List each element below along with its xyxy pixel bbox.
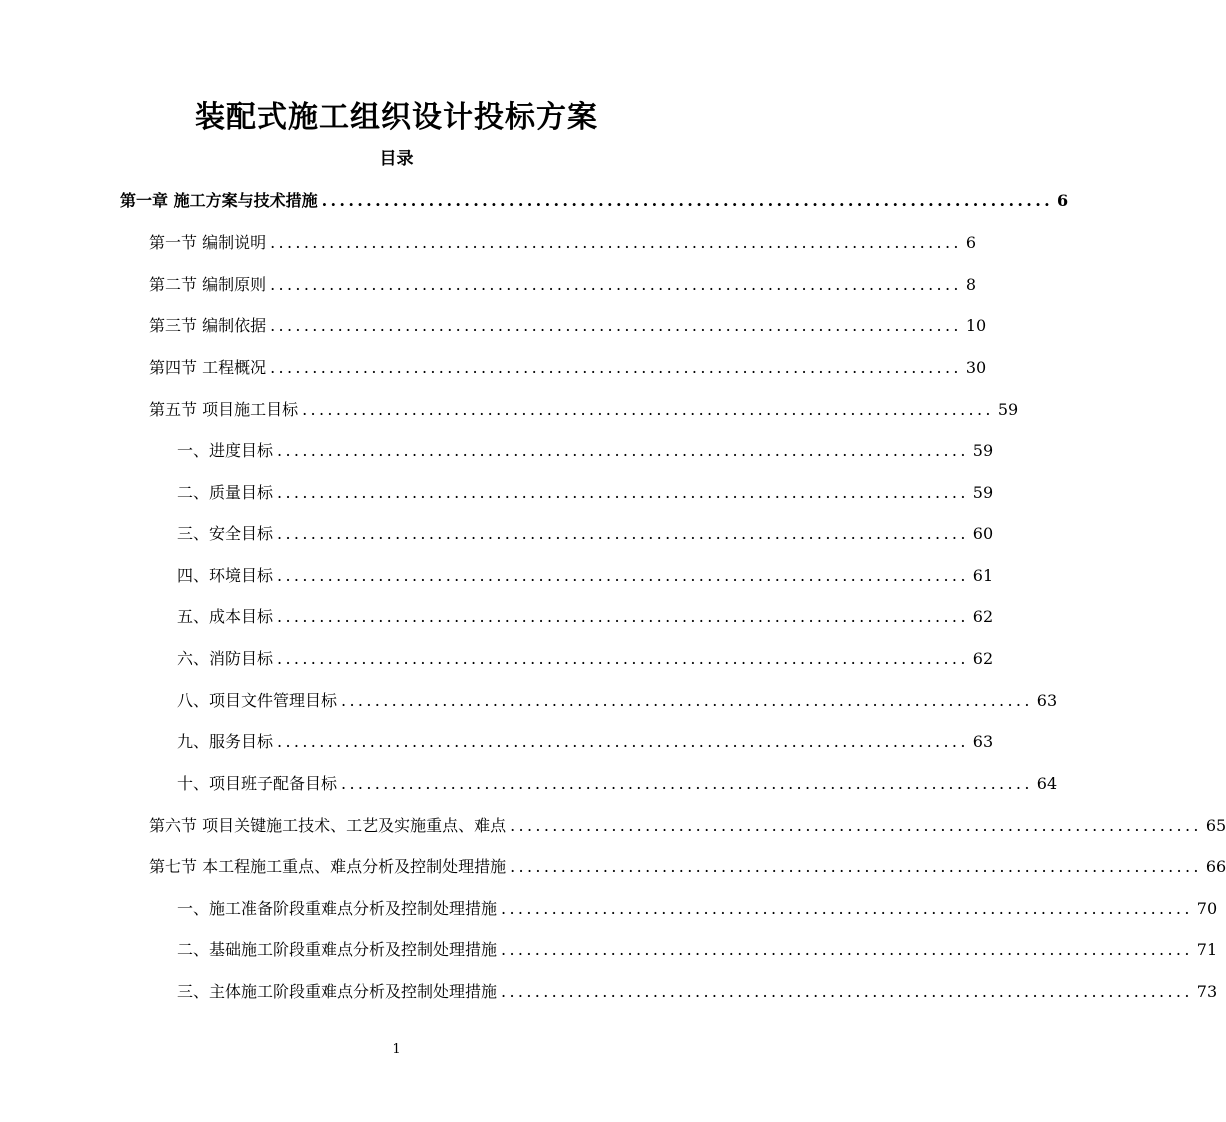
toc-dot-leader: .................................................................................. (321, 191, 1054, 210)
toc-dot-leader: .................................................................................. (302, 400, 994, 419)
toc-entry-text: 第一节 编制说明 (149, 233, 267, 252)
toc-entry-text: 十、项目班子配备目标 (177, 774, 338, 793)
toc-entry-text: 二、基础施工阶段重难点分析及控制处理措施 (177, 940, 498, 959)
toc-entry-page: 59 (997, 400, 1019, 419)
toc-entry-page: 65 (1205, 816, 1226, 835)
toc-entry-text: 第二节 编制原则 (149, 275, 267, 294)
toc-dot-leader: .................................................................................. (277, 441, 969, 460)
toc-entry-page: 62 (972, 607, 994, 626)
toc-entry-page: 10 (965, 316, 987, 335)
toc-entry-page: 61 (972, 566, 994, 585)
toc-dot-leader: .................................................................................. (341, 774, 1033, 793)
toc-entry-page: 63 (972, 732, 994, 751)
toc-entry-text: 六、消防目标 (177, 649, 274, 668)
toc-entry-text: 第三节 编制依据 (149, 316, 267, 335)
toc-entry-subsection[interactable] (177, 561, 994, 591)
toc-entry-page: 6 (965, 233, 977, 252)
toc-entry-subsection[interactable] (177, 727, 994, 757)
toc-dot-leader: .................................................................................. (501, 982, 1193, 1001)
toc-entry-subsection[interactable] (177, 644, 994, 674)
toc-entry-page: 66 (1205, 857, 1226, 876)
toc-entry-section-2[interactable] (149, 270, 977, 300)
toc-entry-text: 三、主体施工阶段重难点分析及控制处理措施 (177, 982, 498, 1001)
toc-entry-page: 60 (972, 524, 994, 543)
toc-entry-page: 73 (1196, 982, 1218, 1001)
toc-dot-leader: .................................................................................. (277, 483, 969, 502)
toc-entry-text: 四、环境目标 (177, 566, 274, 585)
toc-dot-leader: .................................................................................. (270, 233, 962, 252)
toc-entry-text: 一、施工准备阶段重难点分析及控制处理措施 (177, 899, 498, 918)
toc-entry-text: 第四节 工程概况 (149, 358, 267, 377)
toc-entry-page: 59 (972, 441, 994, 460)
toc-entry-text: 第一章 施工方案与技术措施 (120, 191, 318, 210)
toc-entry-page: 8 (965, 275, 977, 294)
toc-heading: 目录 (379, 149, 414, 169)
toc-entry-section-4[interactable] (149, 353, 987, 383)
toc-dot-leader: .................................................................................. (510, 816, 1202, 835)
toc-dot-leader: .................................................................................. (277, 524, 969, 543)
toc-dot-leader: .................................................................................. (501, 899, 1193, 918)
toc-entry-text: 第六节 项目关键施工技术、工艺及实施重点、难点 (149, 816, 507, 835)
toc-entry-text: 三、安全目标 (177, 524, 274, 543)
toc-dot-leader: .................................................................................. (277, 732, 969, 751)
toc-entry-page: 71 (1196, 940, 1218, 959)
toc-dot-leader: .................................................................................. (277, 607, 969, 626)
toc-entry-subsection[interactable] (177, 436, 994, 466)
toc-entry-subsection[interactable] (177, 519, 994, 549)
toc-entry-text: 八、项目文件管理目标 (177, 691, 338, 710)
toc-entry-page: 62 (972, 649, 994, 668)
toc-dot-leader: .................................................................................. (510, 857, 1202, 876)
toc-entry-section-6[interactable] (149, 811, 1226, 841)
toc-entry-subsection[interactable] (177, 935, 1218, 965)
toc-entry-text: 二、质量目标 (177, 483, 274, 502)
toc-entry-page: 30 (965, 358, 987, 377)
toc-entry-subsection[interactable] (177, 769, 1058, 799)
toc-entry-page: 64 (1036, 774, 1058, 793)
toc-dot-leader: .................................................................................. (277, 566, 969, 585)
toc-entry-subsection[interactable] (177, 977, 1218, 1007)
toc-entry-page: 59 (972, 483, 994, 502)
toc-dot-leader: .................................................................................. (501, 940, 1193, 959)
toc-dot-leader: .................................................................................. (270, 358, 962, 377)
page-number: 1 (392, 1042, 401, 1057)
toc-entry-text: 五、成本目标 (177, 607, 274, 626)
toc-entry-section-3[interactable] (149, 311, 987, 341)
toc-dot-leader: .................................................................................. (277, 649, 969, 668)
toc-entry-chapter-1[interactable] (120, 186, 1069, 216)
toc-entry-subsection[interactable] (177, 602, 994, 632)
toc-entry-text: 第七节 本工程施工重点、难点分析及控制处理措施 (149, 857, 507, 876)
document-title: 装配式施工组织设计投标方案 (195, 100, 598, 135)
toc-dot-leader: .................................................................................. (270, 316, 962, 335)
toc-entry-text: 九、服务目标 (177, 732, 274, 751)
toc-entry-text: 第五节 项目施工目标 (149, 400, 299, 419)
toc-entry-subsection[interactable] (177, 686, 1058, 716)
toc-entry-page: 6 (1057, 191, 1069, 210)
toc-entry-section-1[interactable] (149, 228, 977, 258)
toc-entry-subsection[interactable] (177, 894, 1218, 924)
toc-entry-section-7[interactable] (149, 852, 1226, 882)
toc-entry-page: 70 (1196, 899, 1218, 918)
toc-dot-leader: .................................................................................. (341, 691, 1033, 710)
toc-entry-subsection[interactable] (177, 478, 994, 508)
toc-entry-page: 63 (1036, 691, 1058, 710)
toc-entry-text: 一、进度目标 (177, 441, 274, 460)
toc-entry-section-5[interactable] (149, 395, 1019, 425)
toc-dot-leader: .................................................................................. (270, 275, 962, 294)
